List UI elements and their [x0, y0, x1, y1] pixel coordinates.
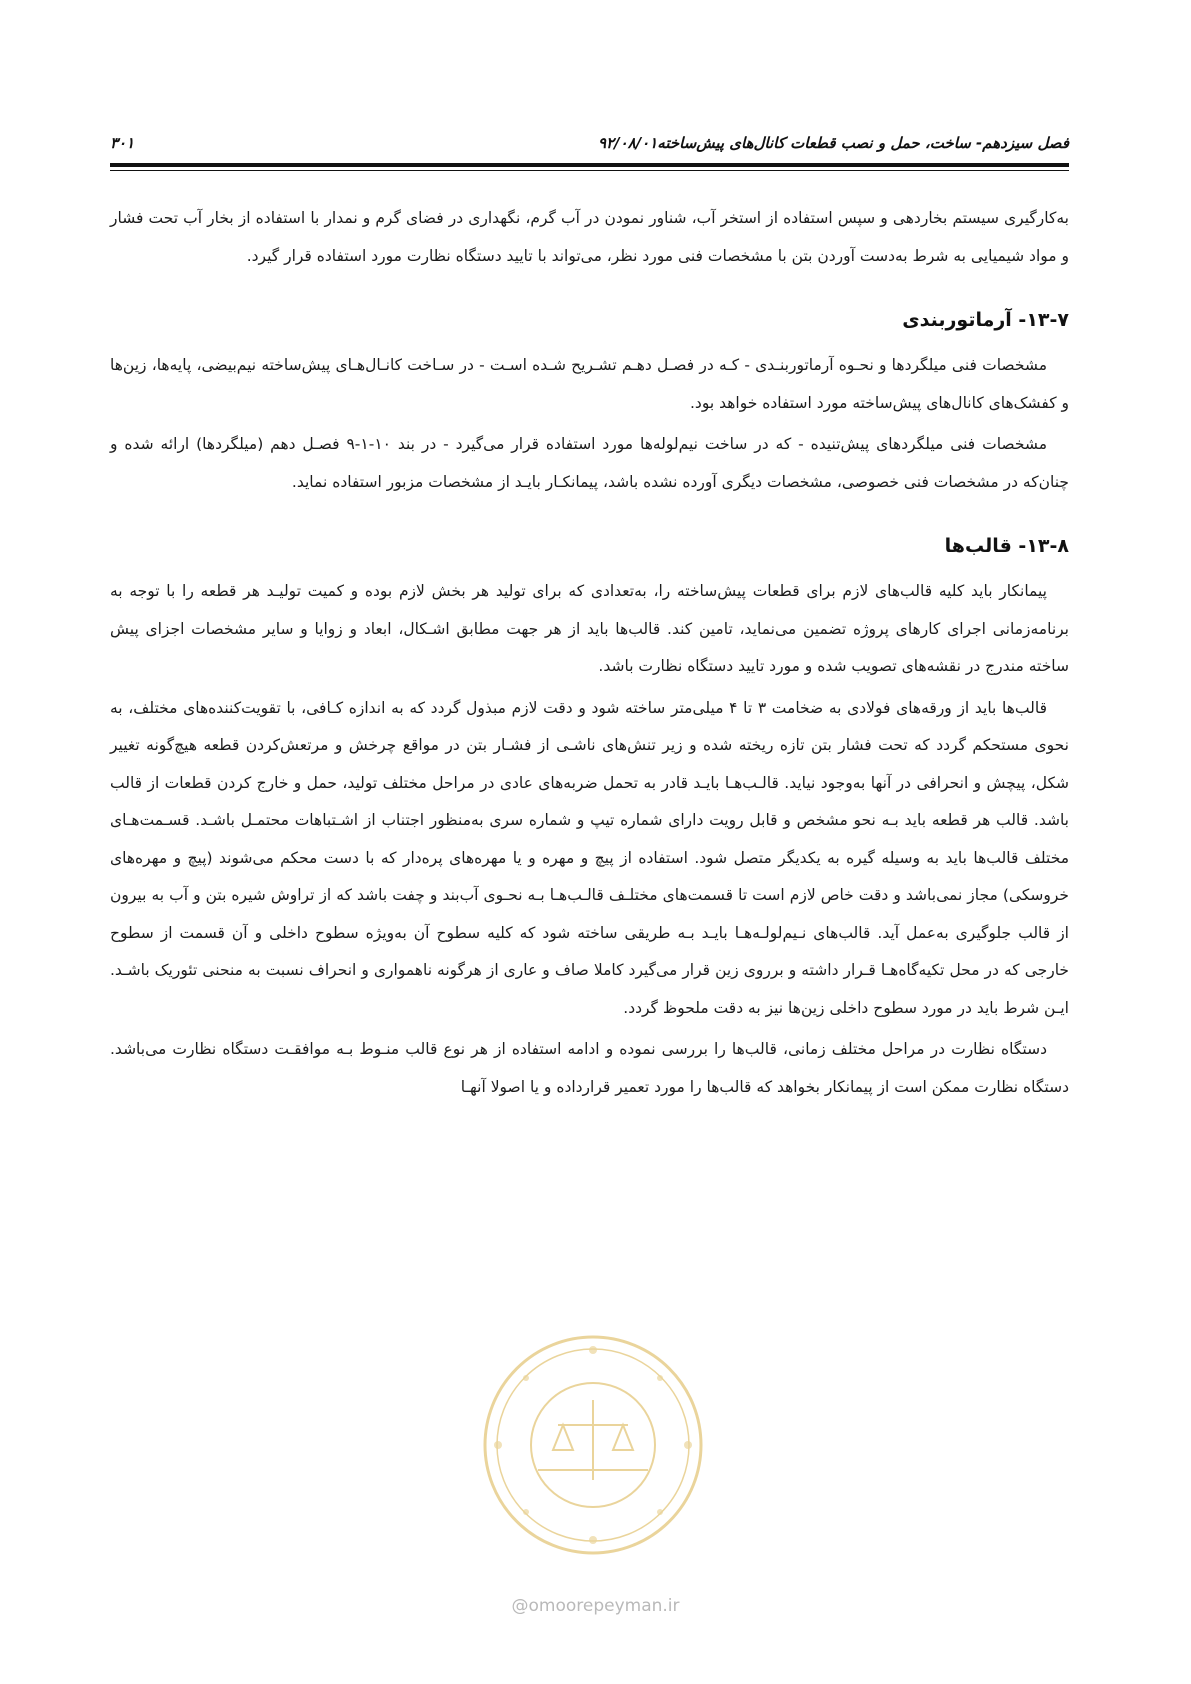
section-7-paragraph-1: مشخصات فنی میلگردها و نحـوه آرماتوربنـدی - کـه در فصـل دهـم تشـریح شـده اسـت - در سـاخت کانـال‌هـای پیش‌ساخته نیم‌بیضی، پایه‌ها، زین‌ها و کفشک‌های کانال‌های پیش‌ساخته مورد استفاده خواهد بود. [110, 356, 1069, 412]
running-header [110, 128, 1069, 158]
watermark-url-text: omoorepeyman.ir [528, 1596, 680, 1616]
section-heading-7: ۱۳-۷- آرماتوربندی [902, 309, 1069, 331]
header-rule-thin [110, 170, 1069, 171]
section-8-paragraph-1: پیمانکار باید کلیه قالب‌های لازم برای قطعات پیش‌ساخته را، به‌تعدادی که برای تولید هر بخش لازم بوده و کمیت تولیـد هر قطعه را با توجه به برنامه‌زمانی اجرای کارهای پروژه تضمین می‌نماید، تامین کند. قالب‌ها باید از هر جهت مطابق اشـکال، ابعاد و زوایا و سایر مشخصات اجزای پیش ساخته مندرج در نقشه‌های تصویب شده و مورد تایید دستگاه نظارت باشد. [110, 582, 1069, 675]
watermark-url [0, 1596, 1191, 1616]
header-rule-thick [110, 163, 1069, 167]
section-heading-8: ۱۳-۸- قالب‌ها [944, 535, 1069, 557]
section-8-paragraph-2: قالب‌ها باید از ورقه‌های فولادی به ضخامت ۳ تا ۴ میلی‌متر ساخته شود و دقت لازم مبذول گردد که به اندازه کـافی، با تقویت‌کننده‌های مختلف، به نحوی مستحکم گردد که تحت فشار بتن تازه ریخته شده و زیر تنش‌های ناشـی از فشـار بتن در مواقع چرخش و مرتعش‌کردن قطعه هیچ‌گونه تغییر شکل، پیچش و انحرافی در آنها به‌وجود نیاید. قالـب‌هـا بایـد قادر به تحمل ضربه‌های عادی در مراحل مختلف تولید، حمل و خارج کردن قطعات از قالب باشد. قالب هر قطعه باید بـه نحو مشخص و قابل رویت دارای شماره تیپ و شماره سری به‌منظور اجتناب از اشـتباهات محتمـل باشـد. قسـمت‌هـای مختلف قالب‌ها باید به وسیله گیره به یکدیگر متصل شود. استفاده از پیچ و مهره و یا مهره‌های پره‌دار که با دست محکم می‌شوند (پیچ و مهره‌های خروسکی) مجاز نمی‌باشد و دقت خاص لازم است تا قسمت‌های مختلـف قالـب‌هـا بـه نحـوی آب‌بند و چفت باشد که از تراوش شیره بتن و آب به بیرون از قالب جلوگیری به‌عمل آید. قالب‌های نـیم‌لولـه‌هـا بایـد بـه طریقی ساخته شود که کلیه سطوح آن به‌ویژه سطوح داخلی و آن قسمت از سطوح خارجی که در محل تکیه‌گاه‌هـا قـرار داشته و برروی زین قرار می‌گیرد کاملا صاف و عاری از هرگونه ناهمواری و انحراف نسبت به منحنی تئوریک باشـد. ایـن شرط باید در مورد سطوح داخلی زین‌ها نیز به دقت ملحوظ گردد. [110, 698, 1069, 1017]
chapter-title: فصل سیزدهم- ساخت، حمل و نصب قطعات کانال‌های پیش‌ساخته۹۲/۰۸/۰۱ [597, 134, 1069, 152]
body-content [110, 200, 1069, 1106]
section-7-paragraph-2: مشخصات فنی میلگردهای پیش‌تنیده - که در ساخت نیم‌لوله‌ها مورد استفاده قرار می‌گیرد - در بند ۱۰-۱-۹ فصـل دهم (میلگردها) ارائه شده و چنان‌که در مشخصات فنی خصوصی، مشخصات دیگری آورده نشده باشد، پیمانکـار بایـد از مشخصات مزبور استفاده نماید. [110, 435, 1069, 491]
omoore-peyman-seal-icon [478, 1330, 708, 1560]
at-icon: @ [511, 1596, 529, 1616]
intro-paragraph: به‌کارگیری سیستم بخاردهی و سپس استفاده از استخر آب، شناور نمودن در آب گرم، نگهداری در فضای گرم و نمدار با استفاده از بخار آب تحت فشار و مواد شیمیایی به شرط به‌دست آوردن بتن با مشخصات فنی مورد نظر، می‌تواند با تایید دستگاه نظارت مورد استفاده قرار گیرد. [110, 209, 1069, 265]
section-8-paragraph-3: دستگاه نظارت در مراحل مختلف زمانی، قالب‌ها را بررسی نموده و ادامه استفاده از هر نوع قالب منـوط بـه موافقـت دستگاه نظارت می‌باشد. دستگاه نظارت ممکن است از پیمانکار بخواهد که قالب‌ها را مورد تعمیر قرارداده و یا اصولا آنهـا [110, 1040, 1069, 1096]
page-number: ۳۰۱ [110, 134, 135, 152]
